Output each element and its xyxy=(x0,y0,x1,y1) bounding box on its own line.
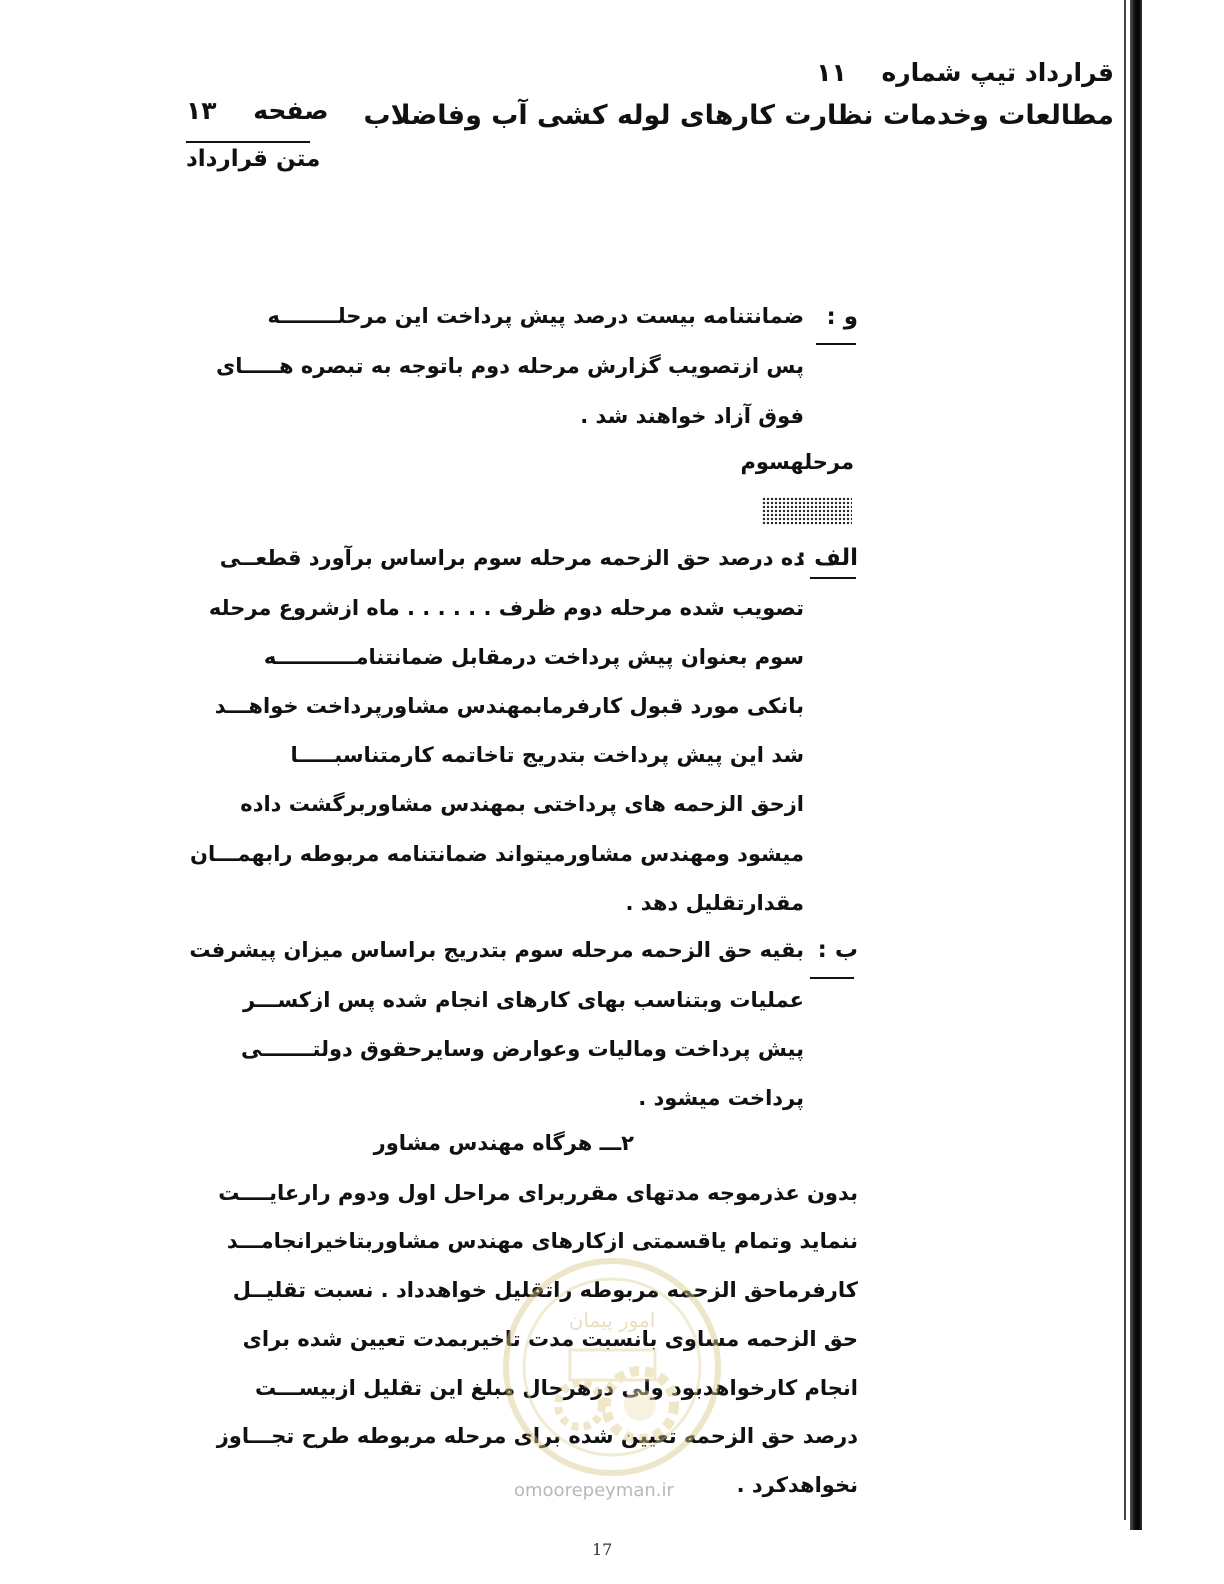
clause-be-line: پرداخت میشود . xyxy=(638,1086,804,1110)
section-two-line: حق الزحمه مساوی بانسبت مدت تاخیربمدت تعیین شده برای xyxy=(242,1327,858,1351)
section-two-line: نخواهدکرد . xyxy=(736,1473,858,1497)
stage-title-dot-pattern xyxy=(762,497,852,525)
clause-alef-underline xyxy=(810,577,856,579)
clause-vav-label: و : xyxy=(826,304,858,330)
clause-alef-line: ازحق الزحمه های پرداختی بمهندس مشاوربرگشت داده xyxy=(240,792,804,816)
binding-edge xyxy=(1130,0,1142,1530)
document-title: متن قرارداد xyxy=(186,146,321,172)
clause-alef-line: ده درصد حق الزحمه مرحله سوم براساس برآورد قطعــی xyxy=(219,546,804,570)
contract-subject: مطالعات وخدمات نظارت کارهای لوله کشی آب وفاضلاب xyxy=(363,100,1114,131)
clause-vav-line: فوق آزاد خواهند شد . xyxy=(580,404,804,428)
clause-alef-line: تصویب شده مرحله دوم ظرف . . . . . . ماه ازشروع مرحله xyxy=(208,596,804,620)
contract-type-number: ۱۱ xyxy=(816,58,847,87)
contract-type-label: قرارداد تیپ شماره xyxy=(881,58,1114,87)
clause-vav-line: پس ازتصویب گزارش مرحله دوم باتوجه به تبصره هـــــای xyxy=(216,354,804,378)
section-two-line: ننماید وتمام یاقسمتی ازکارهای مهندس مشاوربتاخیرانجامـــد xyxy=(226,1229,858,1253)
header-rule xyxy=(186,141,310,143)
page-number: ۱۳ xyxy=(186,96,217,125)
clause-be-underline xyxy=(810,977,854,979)
clause-alef-line: شد این پیش پرداخت بتدریج تاخاتمه کارمتناسبـــــا xyxy=(290,743,804,767)
watermark-logo xyxy=(500,1255,725,1480)
clause-alef-line: سوم بعنوان پیش پرداخت درمقابل ضمانتنامـــــــــــه xyxy=(263,645,804,669)
watermark-logo-text: امور پیمان xyxy=(568,1308,656,1332)
clause-be-line: پیش پرداخت ومالیات وعوارض وسایرحقوق دولتـــــــی xyxy=(241,1037,804,1061)
clause-alef-line: مقدارتقلیل دهد . xyxy=(625,891,804,915)
page-footer-marker: 17 xyxy=(592,1540,613,1559)
section-two-line: بدون عذرموجه مدتهای مقرربرای مراحل اول ودوم رارعایــــت xyxy=(218,1181,858,1205)
section-two-line: کارفرماحق الزحمه مربوطه راتقلیل خواهدداد . نسبت تقلیــل xyxy=(232,1278,858,1302)
watermark-url: omoorepeyman.ir xyxy=(514,1480,674,1501)
stage-three-title: مرحلهسوم xyxy=(740,450,854,474)
clause-be-line: بقیه حق الزحمه مرحله سوم بتدریج براساس میزان پیشرفت xyxy=(189,938,804,962)
section-two-line: انجام کارخواهدبود ولی درهرحال مبلغ این تقلیل ازبیســـت xyxy=(254,1376,858,1400)
page-number-block xyxy=(186,96,329,125)
binding-edge-line xyxy=(1124,0,1126,1520)
section-two-line: درصد حق الزحمه تعیین شده برای مرحله مربوطه طرح تجـــاوز xyxy=(216,1424,858,1448)
clause-be-label: ب : xyxy=(817,937,858,963)
section-two-heading: ۲ـــ هرگاه مهندس مشاور xyxy=(373,1131,634,1155)
clause-be-line: عملیات وبتناسب بهای کارهای انجام شده پس ازکســـر xyxy=(242,988,804,1012)
clause-vav-underline xyxy=(816,343,856,345)
clause-vav-line: ضمانتنامه بیست درصد پیش پرداخت این مرحلــــــــه xyxy=(267,304,804,328)
page-label: صفحه xyxy=(253,96,329,125)
contract-type-line xyxy=(816,58,1114,87)
clause-alef-line: میشود ومهندس مشاورمیتواند ضمانتنامه مربوطه رابهمـــان xyxy=(190,842,804,866)
clause-alef-label: الف : xyxy=(796,545,858,571)
clause-alef-line: بانکی مورد قبول کارفرمابمهندس مشاورپرداخت خواهـــد xyxy=(214,694,804,718)
